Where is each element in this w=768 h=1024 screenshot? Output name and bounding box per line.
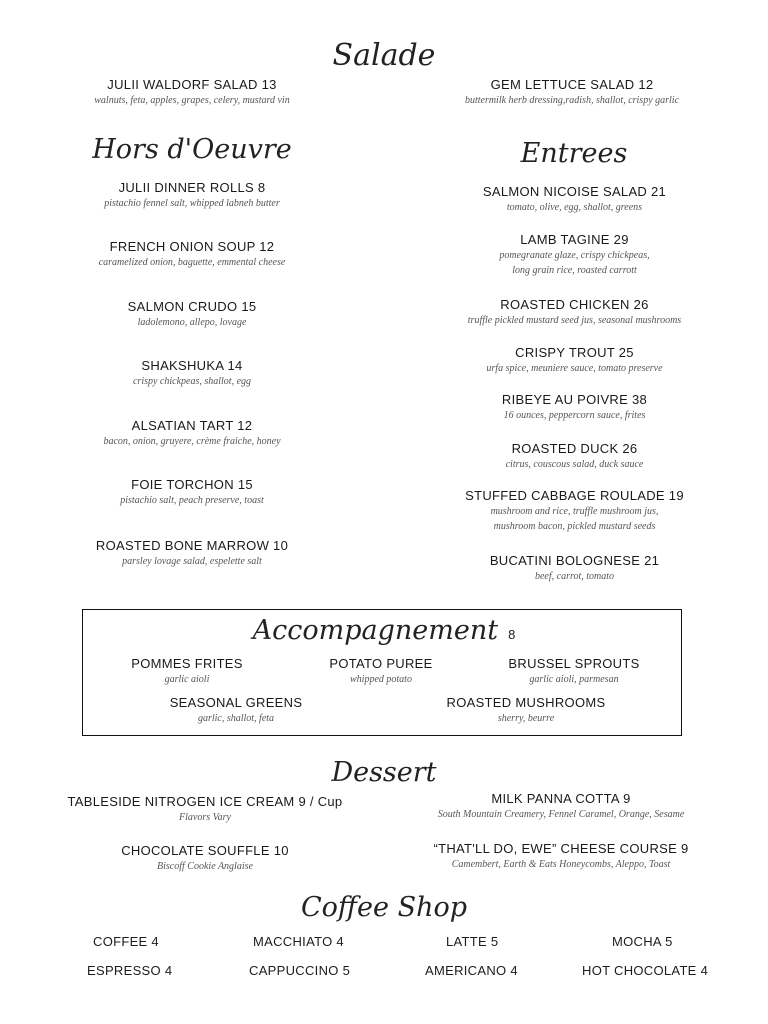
item-description: parsley lovage salad, espelette salt: [122, 556, 262, 567]
menu-item-lamb-tagine: [427, 232, 722, 278]
menu-item-bucatini-bolognese: [427, 553, 722, 584]
item-description: citrus, couscous salad, duck sauce: [505, 459, 644, 470]
item-description: beef, carrot, tomato: [534, 571, 615, 582]
item-description: truffle pickled mustard seed jus, seasonal mushrooms: [467, 315, 682, 326]
item-description: bacon, onion, gruyere, crème fraiche, honey: [103, 436, 281, 447]
item-name: “THAT'LL DO, EWE” CHEESE COURSE 9: [433, 841, 689, 856]
item-name: LAMB TAGINE 29: [520, 232, 629, 247]
menu-item-foie-torchon: [62, 477, 322, 508]
item-description: caramelized onion, baguette, emmental cheese: [98, 257, 286, 268]
item-description: Biscoff Cookie Anglaise: [157, 861, 253, 872]
coffee-item-macchiato: MACCHIATO 4: [253, 934, 344, 949]
menu-item-roasted-duck: [427, 441, 722, 472]
dessert-heading: Dessert: [331, 757, 437, 788]
side-item-potato-puree: [301, 656, 461, 687]
item-name: CRISPY TROUT 25: [515, 345, 634, 360]
item-name: ROASTED MUSHROOMS: [446, 695, 606, 710]
item-description: South Mountain Creamery, Fennel Caramel, Orange, Sesame: [437, 809, 685, 820]
item-name: TABLESIDE NITROGEN ICE CREAM 9 / Cup: [67, 794, 343, 809]
menu-item-roasted-bone-marrow: [62, 538, 322, 569]
coffee-shop-heading: Coffee Shop: [300, 892, 467, 923]
accompagnement-price: 8: [508, 627, 516, 642]
coffee-item-cappuccino: CAPPUCCINO 5: [249, 963, 351, 978]
item-description: garlic aioli, parmesan: [529, 674, 619, 685]
side-item-brussel-sprouts: [494, 656, 654, 687]
coffee-item-hot-chocolate: HOT CHOCOLATE 4: [582, 963, 709, 978]
item-description: garlic aioli: [164, 674, 210, 685]
item-description: ladolemono, allepo, lovage: [137, 317, 247, 328]
item-description: walnuts, feta, apples, grapes, celery, mustard vin: [94, 95, 290, 106]
menu-item-gem-lettuce-salad: [427, 77, 717, 108]
item-description: pomegranate glaze, crispy chickpeas,: [499, 250, 650, 261]
menu-item-julii-dinner-rolls: [62, 180, 322, 211]
item-name: SALMON CRUDO 15: [127, 299, 257, 314]
item-description: buttermilk herb dressing,radish, shallot, crispy garlic: [464, 95, 680, 106]
menu-item-ribeye-au-poivre: [427, 392, 722, 423]
item-description: tomato, olive, egg, shallot, greens: [506, 202, 643, 213]
side-item-pommes-frites: [107, 656, 267, 687]
item-name: SHAKSHUKA 14: [141, 358, 243, 373]
item-name: SEASONAL GREENS: [169, 695, 303, 710]
menu-item-salmon-crudo: [62, 299, 322, 330]
item-name: JULII DINNER ROLLS 8: [118, 180, 266, 195]
side-item-roasted-mushrooms: [436, 695, 616, 726]
accompagnement-title: Accompagnement: [252, 615, 499, 646]
item-description: pistachio salt, peach preserve, toast: [120, 495, 264, 506]
item-description: Camembert, Earth & Eats Honeycombs, Aleppo, Toast: [451, 859, 671, 870]
coffee-item-coffee: COFFEE 4: [93, 934, 159, 949]
coffee-item-espresso: ESPRESSO 4: [87, 963, 173, 978]
dessert-item-cheese-course: [411, 841, 711, 872]
item-name: ROASTED DUCK 26: [511, 441, 638, 456]
item-name: ALSATIAN TART 12: [131, 418, 253, 433]
item-description: whipped potato: [350, 674, 412, 685]
item-name: SALMON NICOISE SALAD 21: [482, 184, 667, 199]
item-description: crispy chickpeas, shallot, egg: [132, 376, 252, 387]
item-name: ROASTED BONE MARROW 10: [95, 538, 289, 553]
item-name: GEM LETTUCE SALAD 12: [490, 77, 654, 92]
menu-item-stuffed-cabbage-roulade: [427, 488, 722, 534]
item-name: STUFFED CABBAGE ROULADE 19: [465, 488, 684, 503]
item-name: JULII WALDORF SALAD 13: [107, 77, 277, 92]
item-description: 16 ounces, peppercorn sauce, frites: [503, 410, 646, 421]
item-name: MILK PANNA COTTA 9: [491, 791, 631, 806]
coffee-item-mocha: MOCHA 5: [612, 934, 673, 949]
accompagnement-heading: [244, 615, 524, 646]
entrees-heading: Entrees: [520, 138, 628, 169]
item-name: POTATO PUREE: [329, 656, 433, 671]
coffee-item-americano: AMERICANO 4: [425, 963, 518, 978]
dessert-item-milk-panna-cotta: [411, 791, 711, 822]
salade-heading: Salade: [332, 38, 436, 73]
item-name: BRUSSEL SPROUTS: [508, 656, 640, 671]
item-description: garlic, shallot, feta: [197, 713, 275, 724]
side-item-seasonal-greens: [156, 695, 316, 726]
item-name: POMMES FRITES: [131, 656, 243, 671]
item-description: urfa spice, meuniere sauce, tomato preserve: [486, 363, 663, 374]
dessert-item-nitrogen-ice-cream: [62, 794, 348, 825]
item-name: CHOCOLATE SOUFFLE 10: [121, 843, 289, 858]
dessert-item-chocolate-souffle: [62, 843, 348, 874]
item-description: sherry, beurre: [497, 713, 555, 724]
menu-item-roasted-chicken: [427, 297, 722, 328]
coffee-item-latte: LATTE 5: [446, 934, 499, 949]
hors-doeuvre-heading: Hors d'Oeuvre: [92, 134, 292, 165]
item-description: mushroom and rice, truffle mushroom jus,: [490, 506, 659, 517]
menu-item-crispy-trout: [427, 345, 722, 376]
item-description: Flavors Vary: [179, 812, 231, 823]
item-name: FOIE TORCHON 15: [131, 477, 253, 492]
item-description-line2: mushroom bacon, pickled mustard seeds: [493, 521, 656, 532]
item-name: BUCATINI BOLOGNESE 21: [489, 553, 660, 568]
item-name: FRENCH ONION SOUP 12: [109, 239, 275, 254]
menu-item-julii-waldorf-salad: [62, 77, 322, 108]
item-description: pistachio fennel salt, whipped labneh butter: [104, 198, 280, 209]
item-description-line2: long grain rice, roasted carrott: [512, 265, 637, 276]
item-name: ROASTED CHICKEN 26: [500, 297, 649, 312]
item-name: RIBEYE AU POIVRE 38: [501, 392, 648, 407]
menu-item-shakshuka: [62, 358, 322, 389]
menu-item-french-onion-soup: [62, 239, 322, 270]
menu-item-alsatian-tart: [62, 418, 322, 449]
menu-item-salmon-nicoise-salad: [427, 184, 722, 215]
